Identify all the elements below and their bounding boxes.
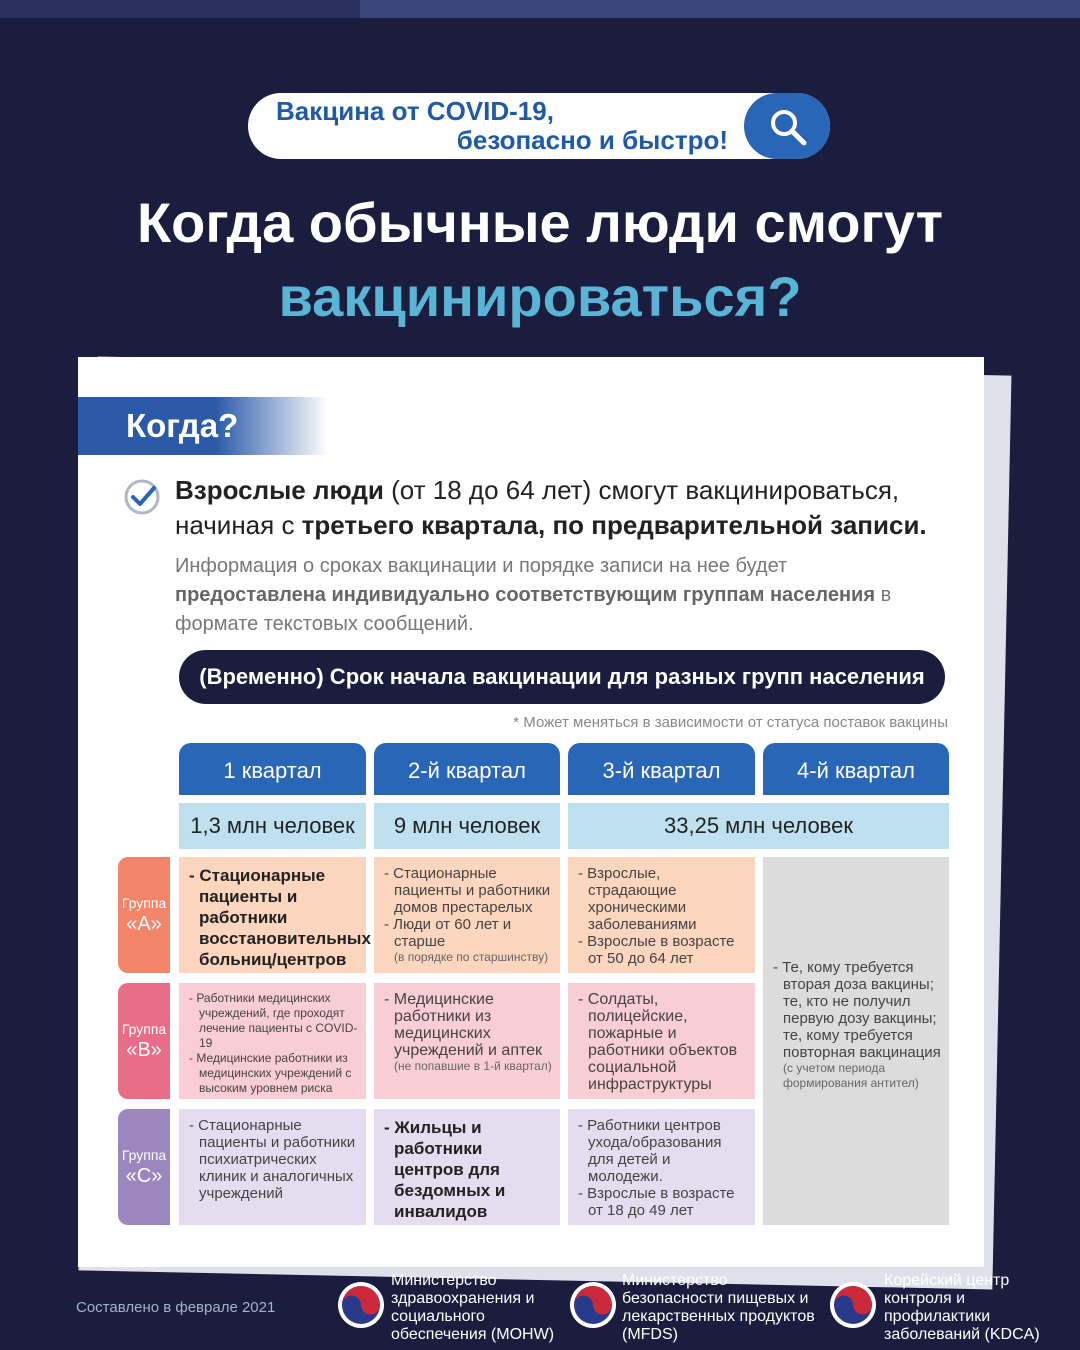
compiled-date: Составлено в феврале 2021 [76,1299,276,1316]
check-circle-icon [122,477,162,517]
lead-bold-2: третьего квартала, по предварительной записи. [301,510,927,540]
search-button[interactable] [744,93,830,159]
ministry-mohw: Министерство здравоохранения и социального обеспечения (MOHW) [391,1272,555,1343]
info-card [78,357,984,1267]
lead-text-2: начиная с [175,510,302,540]
quarter-header-1: 1 квартал [179,743,366,795]
quarter-header-3: 3-й квартал [568,743,755,795]
cell-c-q2-item: - Жильцы и работники центров для бездомных и инвалидов [384,1118,506,1221]
top-stripe-accent [360,0,1080,18]
cell-b-q3 [568,983,755,1099]
cell-b-q1-item-2: - Медицинские работники из медицинских учреждений с высоким уровнем риска [189,1051,352,1095]
cell-a-q2-item-1: - Стационарные пациенты и работники домов престарелых [384,865,551,916]
group-a-name: Группа [121,895,167,911]
lead-bold-1: Взрослые люди [175,475,384,505]
info-text [175,552,965,639]
search-line-1: Вакцина от COVID-19, [276,96,554,126]
count-q2: 9 млн человек [374,803,560,849]
cell-b-q3-item: - Солдаты, полицейские, пожарные и работники объектов социальной инфраструктуры [578,991,738,1093]
cell-c-q3 [568,1109,755,1225]
taegeuk-icon [573,1285,613,1325]
group-c-letter: «С» [125,1165,163,1187]
group-b-name: Группа [121,1021,167,1037]
cell-b-q1 [179,983,366,1099]
cell-q4-item: - Те, кому требуется вторая доза вакцины; те, кто не получил первую дозу вакцины; те, кому требуется повторная вакцинация [773,959,941,1061]
ministry-kdca: Корейский центр контроля и профилактики заболеваний (KDCA) [884,1272,1040,1343]
search-bar[interactable] [248,93,830,159]
count-q1: 1,3 млн человек [179,803,366,849]
search-line-2: безопасно и быстро! [456,125,728,155]
headline-line-1: Когда обычные люди смогут [136,191,944,254]
cell-b-q2 [374,983,560,1099]
info-text-1: Информация о сроках вакцинации и порядке записи на нее будет [175,555,788,577]
info-text-2: в [875,584,892,606]
cell-a-q3-item-2: - Взрослые в возрасте от 50 до 64 лет [578,933,735,967]
when-tab-label: Когда? [126,407,239,444]
cell-b-q2-note: (не попавшие в 1-й квартал) [394,1059,552,1073]
info-bold: предоставлена индивидуально соответствующим группам населения [175,584,876,606]
group-b-letter: «В» [126,1039,162,1061]
cell-a-q3 [568,857,755,973]
lead-text-1: (от 18 до 64 лет) смогут вакцинироваться, [383,475,900,505]
lead-text [175,473,975,543]
cell-a-q1 [179,857,371,973]
search-text [248,97,728,155]
cell-q4-note: (с учетом периода формирования антител) [783,1061,919,1090]
group-label-c [118,1109,170,1225]
count-q3-q4: 33,25 млн человек [568,803,949,849]
cell-c-q1 [179,1109,366,1225]
headline [0,186,1080,334]
cell-c-q3-item-2: - Взрослые в возрасте от 18 до 49 лет [578,1185,735,1219]
quarter-header-2: 2-й квартал [374,743,560,795]
search-icon [768,107,808,147]
schedule-note: * Может меняться в зависимости от статуса поставок вакцины [513,714,948,731]
quarter-header-4: 4-й квартал [763,743,949,795]
taegeuk-icon [833,1285,873,1325]
cell-a-q2-note: (в порядке по старшинству) [394,950,549,964]
taegeuk-emblem-2 [570,1282,616,1328]
cell-a-q1-item: - Стационарные пациенты и работники восстановительных больниц/центров [189,866,371,969]
ministry-mfds: Министерство безопасности пищевых и лекарственных продуктов (MFDS) [622,1272,815,1343]
group-a-letter: «А» [126,913,162,935]
group-label-a [118,857,170,973]
taegeuk-emblem-1 [338,1282,384,1328]
info-text-3: формате текстовых сообщений. [175,613,474,635]
when-tab [78,397,328,455]
cell-q4-all [763,857,949,1225]
cell-c-q3-item-1: - Работники центров ухода/образования для детей и молодежи. [578,1117,722,1185]
group-c-name: Группа [121,1147,167,1163]
taegeuk-icon [341,1285,381,1325]
cell-c-q1-item: - Стационарные пациенты и работники психиатрических клиник и аналогичных учреждений [189,1117,356,1202]
schedule-title: (Временно) Срок начала вакцинации для разных групп населения [179,650,945,704]
cell-c-q2 [374,1109,560,1225]
cell-a-q3-item-1: - Взрослые, страдающие хроническими заболеваниями [578,865,697,933]
taegeuk-emblem-3 [830,1282,876,1328]
cell-b-q1-item-1: - Работники медицинских учреждений, где проходят лечение пациенты с COVID-19 [189,991,358,1050]
cell-a-q2-item-2: - Люди от 60 лет и старше [384,916,512,950]
cell-a-q2 [374,857,560,973]
top-stripe [0,0,1080,18]
headline-line-2: вакцинироваться? [278,265,802,328]
group-label-b [118,983,170,1099]
cell-b-q2-item: - Медицинские работники из медицинских учреждений и аптек [384,991,543,1059]
